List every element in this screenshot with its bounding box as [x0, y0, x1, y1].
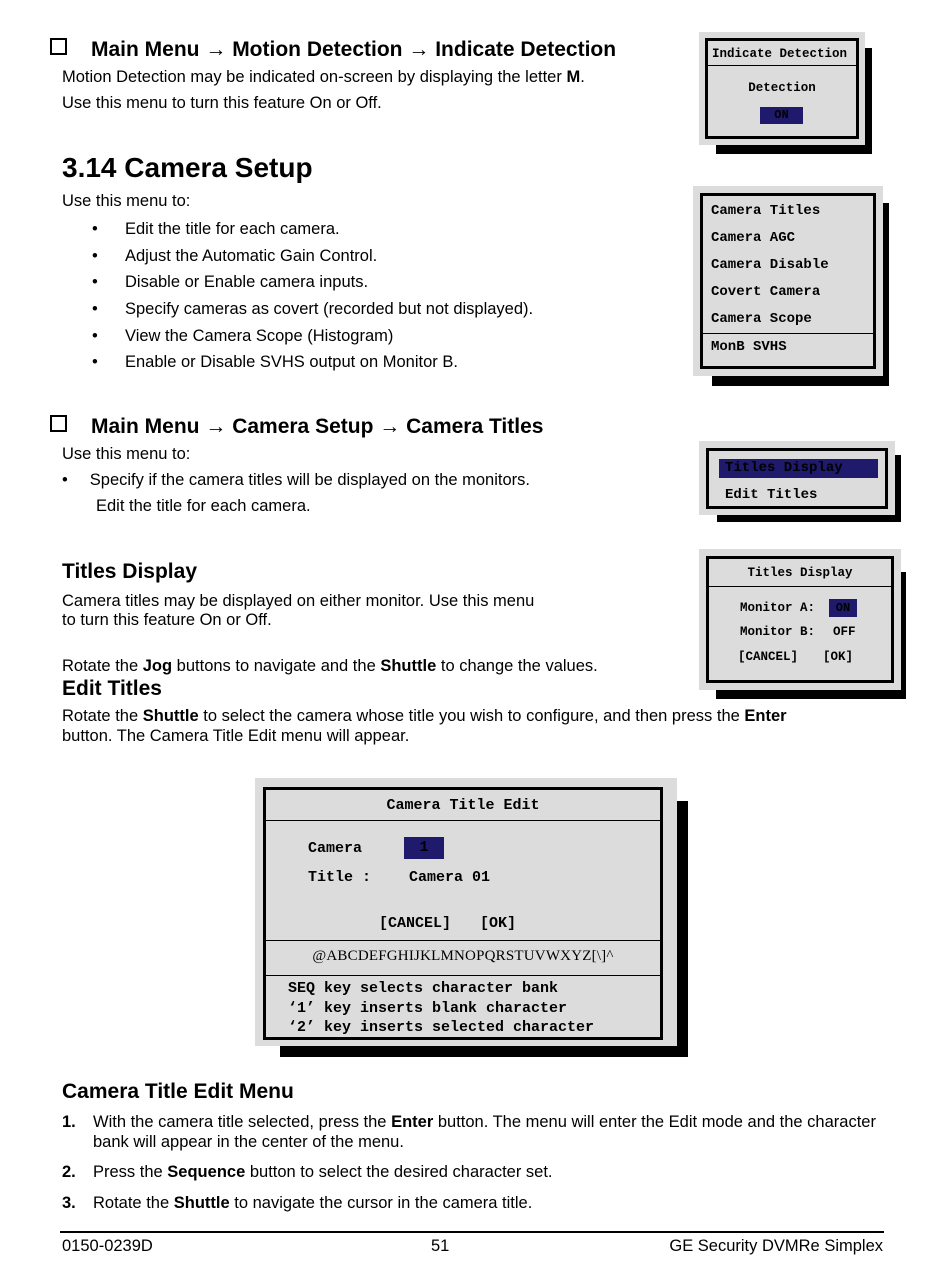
edit-titles-paragraph-1: Rotate the Shuttle to select the camera whose title you wish to configure, and then press the Enter	[62, 707, 787, 725]
titles-display-paragraph-2: to turn this feature On or Off.	[62, 611, 272, 629]
checkbox-bullet-icon	[50, 38, 67, 55]
panel-title: Titles Display	[747, 566, 853, 580]
camera-setup-intro: Use this menu to:	[62, 192, 191, 210]
menu-item-camera-titles[interactable]: Camera Titles	[711, 203, 821, 219]
panel-title: Indicate Detection	[712, 47, 848, 61]
list-item: 3. Rotate the Shuttle to navigate the cursor in the camera title.	[62, 1194, 533, 1212]
footer-rule	[60, 1231, 884, 1233]
help-line: ‘2’ key inserts selected character	[288, 1019, 595, 1036]
title-value-field[interactable]: Camera 01	[409, 869, 491, 886]
camera-number-field[interactable]: 1	[404, 837, 444, 859]
footer-product-name: GE Security DVMRe Simplex	[669, 1237, 883, 1255]
list-item: 2. Press the Sequence button to select the desired character set.	[62, 1163, 553, 1181]
monitor-b-value[interactable]: OFF	[833, 625, 856, 639]
heading-camera-titles: Main Menu → Camera Setup → Camera Titles	[50, 415, 543, 439]
list-item: • Disable or Enable camera inputs.	[92, 272, 533, 299]
character-bank[interactable]: @ABCDEFGHIJKLMNOPQRSTUVWXYZ[\]^	[312, 948, 614, 964]
list-item: • View the Camera Scope (Histogram)	[92, 326, 533, 353]
bullet-icon: •	[62, 471, 68, 489]
camera-label: Camera	[308, 840, 363, 857]
footer-doc-number: 0150-0239D	[62, 1237, 153, 1255]
camera-titles-bullet: • Specify if the camera titles will be displayed on the monitors.	[62, 471, 530, 489]
title-label: Title :	[308, 869, 372, 886]
menu-item-monb-svhs[interactable]: MonB SVHS	[711, 339, 787, 355]
list-item: • Edit the title for each camera.	[92, 219, 533, 246]
ok-button[interactable]: [OK]	[823, 650, 854, 664]
titles-display-paragraph-1: Camera titles may be displayed on either monitor. Use this menu	[62, 592, 535, 610]
checkbox-bullet-icon	[50, 415, 67, 432]
camera-titles-panel	[699, 441, 895, 515]
section-title-camera-setup: 3.14 Camera Setup	[62, 152, 313, 183]
indicate-detection-paragraph-2: Use this menu to turn this feature On or Off.	[62, 94, 382, 112]
camera-titles-line-2: Edit the title for each camera.	[96, 497, 311, 515]
menu-item-camera-disable[interactable]: Camera Disable	[711, 257, 829, 273]
titles-display-panel	[699, 549, 901, 690]
numbered-steps	[62, 1112, 893, 1215]
detection-label: Detection	[748, 81, 816, 95]
camera-titles-intro: Use this menu to:	[62, 445, 191, 463]
subsection-title-edit-titles: Edit Titles	[62, 677, 162, 700]
indicate-detection-paragraph-1: Motion Detection may be indicated on-screen by displaying the letter M.	[62, 68, 585, 86]
cancel-button[interactable]: [CANCEL]	[379, 915, 452, 932]
help-line: SEQ key selects character bank	[288, 980, 559, 997]
menu-item-covert-camera[interactable]: Covert Camera	[711, 284, 821, 300]
heading-indicate-detection: Main Menu → Motion Detection → Indicate Detection	[50, 38, 616, 62]
camera-setup-bullets	[92, 219, 533, 379]
list-item: • Specify cameras as covert (recorded but not displayed).	[92, 299, 533, 326]
footer-page-number: 51	[431, 1237, 450, 1255]
camera-setup-panel	[693, 186, 883, 376]
ok-button[interactable]: [OK]	[480, 915, 517, 932]
subsection-title-camera-title-edit-menu: Camera Title Edit Menu	[62, 1080, 294, 1103]
cancel-button[interactable]: [CANCEL]	[738, 650, 799, 664]
detection-value[interactable]: ON	[760, 107, 803, 124]
menu-item-edit-titles[interactable]: Edit Titles	[725, 487, 818, 503]
monitor-b-label: Monitor B:	[740, 625, 816, 639]
monitor-a-label: Monitor A:	[740, 601, 816, 615]
camera-title-edit-panel	[255, 778, 677, 1046]
menu-item-camera-agc[interactable]: Camera AGC	[711, 230, 796, 246]
edit-titles-paragraph-2: button. The Camera Title Edit menu will appear.	[62, 727, 410, 745]
list-item: • Enable or Disable SVHS output on Monitor B.	[92, 352, 533, 379]
help-line: ‘1’ key inserts blank character	[288, 999, 568, 1017]
list-item: 1. With the camera title selected, press the Enter button. The menu will enter the Edit mode and the character bank will appear in the center of the menu.	[62, 1113, 876, 1151]
subsection-title-titles-display: Titles Display	[62, 560, 198, 583]
indicate-detection-panel	[699, 32, 865, 145]
menu-item-camera-scope[interactable]: Camera Scope	[711, 311, 812, 327]
help-text	[288, 979, 594, 1038]
monitor-a-value[interactable]: ON	[829, 599, 857, 617]
list-item: • Adjust the Automatic Gain Control.	[92, 246, 533, 273]
panel-title: Camera Title Edit	[386, 797, 540, 814]
titles-display-paragraph-3: Rotate the Jog buttons to navigate and the Shuttle to change the values.	[62, 657, 598, 675]
menu-item-titles-display[interactable]: Titles Display	[719, 459, 878, 478]
